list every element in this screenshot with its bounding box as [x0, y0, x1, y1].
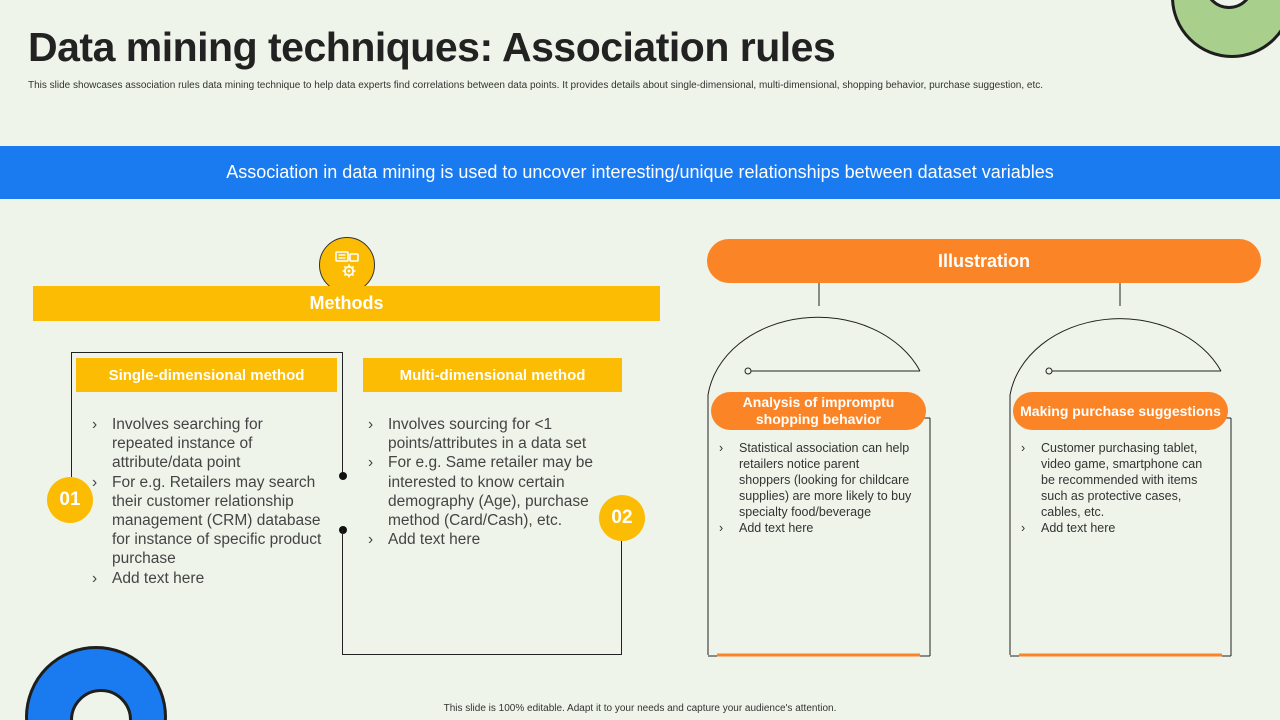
footer-note: This slide is 100% editable. Adapt it to your needs and capture your audience's attention.: [443, 703, 837, 714]
card-label-shopping-behavior: [711, 392, 926, 430]
list-item: › Add text here: [1021, 520, 1216, 536]
methods-title: Methods: [309, 293, 384, 313]
page-title: Data mining techniques: Association rules: [28, 24, 836, 70]
list-item: › Add text here: [368, 530, 604, 549]
list-item: › Involves sourcing for <1 points/attributes in a data set: [368, 415, 604, 453]
method-heading: Single-dimensional method: [108, 366, 305, 384]
list-item: › Customer purchasing tablet, video game, smartphone can be recommended with items such as protective cases, cables, etc.: [1021, 440, 1216, 520]
list-item: › Add text here: [92, 569, 322, 588]
method-number: 01: [59, 489, 81, 510]
card-bullets-purchase-suggestions: [1021, 440, 1216, 536]
list-item: › For e.g. Retailers may search their customer relationship management (CRM) database for instance of specific product purchase: [92, 473, 322, 569]
method-number: 02: [611, 507, 633, 528]
list-item: › Statistical association can help retailers notice parent shoppers (looking for childcare supplies) are more likely to buy specialty food/beverage: [719, 440, 914, 520]
card-label-text: Making purchase suggestions: [1020, 402, 1221, 419]
illustration-title: Illustration: [937, 250, 1030, 271]
list-item: › For e.g. Same retailer may be interested to know certain demography (Age), purchase method (Card/Cash), etc.: [368, 453, 604, 530]
card-label-text: Analysis of impromptu shopping behavior: [742, 394, 895, 427]
method-heading: Multi-dimensional method: [399, 366, 586, 384]
list-item: › Involves searching for repeated instance of attribute/data point: [92, 415, 322, 473]
list-item: › Add text here: [719, 520, 914, 536]
card-label-purchase-suggestions: [1013, 392, 1228, 430]
card-bullets-shopping-behavior: [719, 440, 914, 536]
banner-text: Association in data mining is used to uncover interesting/unique relationships between dataset variables: [226, 162, 1054, 182]
page-subtitle: This slide showcases association rules data mining technique to help data experts find correlations between data points. It provides details about single-dimensional, multi-dimensional, shopping behavior, purchase suggestion, etc.: [28, 80, 1044, 91]
